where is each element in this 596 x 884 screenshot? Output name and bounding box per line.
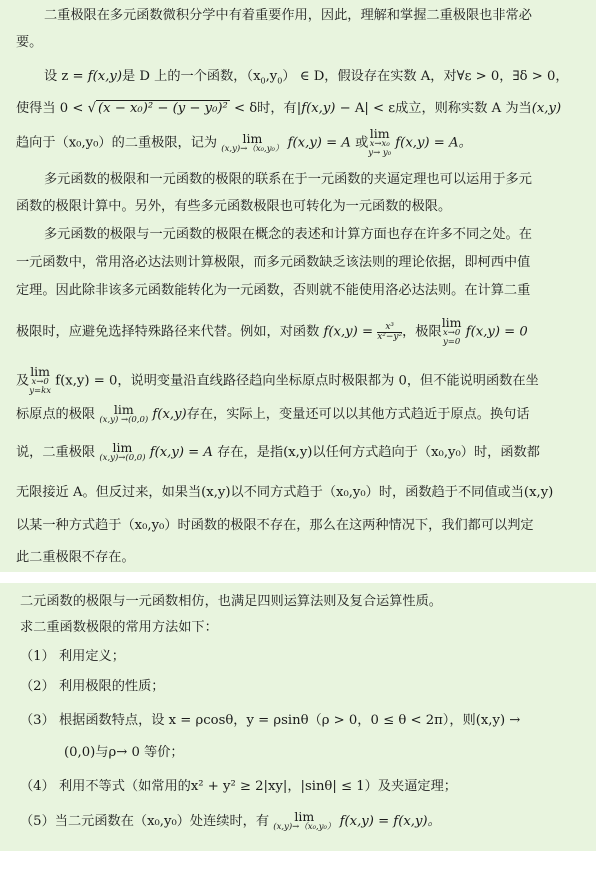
method-item: （3） 根据函数特点，设 x = ρcosθ，y = ρsinθ（ρ > 0，0 ≤ θ < 2π），则(x,y) →	[20, 713, 521, 728]
text-run: 说，二重极限	[16, 445, 100, 460]
text-run: 设 z =	[44, 69, 88, 84]
text-run: < δ时，有|	[229, 101, 302, 116]
method-item: （2） 利用极限的性质；	[20, 679, 165, 694]
subscript: 0	[277, 76, 283, 86]
paragraph-line: 要。	[16, 35, 43, 50]
limit-expression: f(x,y) = A	[283, 135, 351, 151]
text-run: 使得当 0 <	[16, 101, 88, 116]
text-run: 存在，是指(x,y)以任何方式趋向于（x₀,y₀）时，函数都	[212, 445, 540, 460]
limit-operator: lim (x,y)→（x₀,y₀）	[273, 809, 336, 832]
function-symbol: f(x,y) =	[323, 324, 378, 340]
section-divider	[0, 572, 596, 583]
methods-panel	[0, 583, 596, 851]
text-run: ） ∈ D，假设存在实数 A，对∀ε > 0，∃δ > 0，	[282, 69, 569, 84]
paragraph-line: 多元函数的极限和一元函数的极限的联系在于一元函数的夹逼定理也可以运用于多元	[44, 172, 532, 187]
example-line	[16, 366, 539, 396]
paragraph-line: 无限接近 A。但反过来，如果当(x,y)以不同方式趋于（x₀,y₀）时，函数趋于不同值或当(x,y)	[16, 485, 554, 500]
definition-line	[16, 100, 561, 118]
limit-expression: f(x,y) = A	[145, 445, 213, 460]
sqrt-expression: (x − x₀)² − (y − y₀)²	[97, 101, 228, 116]
text-run: 极限时，应避免选择特殊路径来代替。例如，对函数	[16, 324, 324, 340]
paragraph-line: 此二重极限不存在。	[16, 550, 135, 565]
fraction: $\frac{\text{x³}}{\text{x²−y²}}$	[377, 321, 403, 342]
limit-operator: lim (x,y)→（x₀,y₀）	[221, 130, 284, 154]
page-bottom-margin	[0, 851, 596, 884]
definition-line	[16, 128, 472, 158]
text-run: 及	[16, 373, 30, 389]
text-run: ，极限	[402, 324, 442, 340]
limit-expression: f(x,y) = f(x,y)。	[339, 814, 441, 829]
function-symbol: f(x,y)	[87, 69, 123, 84]
text-run: 是 D 上的一个函数，（x	[122, 69, 261, 84]
limit-expression: f(x,y) = 0	[461, 324, 528, 340]
method-item-continued: (0,0)与ρ→ 0 等价；	[64, 745, 184, 760]
method-item: （4） 利用不等式（如常用的x² + y² ≥ 2|xy|，|sinθ| ≤ 1）及夹逼定理；	[20, 779, 457, 794]
limit-operator: lim x→x₀ y→ y₀	[368, 126, 392, 158]
limit-operator: lim x→0 y=0	[441, 315, 462, 347]
definition-line	[44, 68, 569, 91]
text-run: − A| < ε成立，则称实数 A 为当	[335, 101, 532, 116]
example-line	[16, 404, 530, 425]
text-run: 趋向于（x₀,y₀）的二重极限，记为	[16, 135, 218, 151]
subscript: 0	[260, 76, 266, 86]
limit-operator: lim x→0 y=kx	[29, 364, 52, 396]
example-line	[16, 317, 528, 347]
sqrt-symbol: √	[87, 101, 96, 116]
text-run: ,y	[265, 69, 278, 84]
function-symbol: f(x,y)	[301, 101, 336, 116]
example-line	[16, 442, 540, 463]
paragraph-line: 以某一种方式趋于（x₀,y₀）时函数的极限不存在，那么在这两种情况下，我们都可以判定	[16, 518, 534, 533]
limit-operator: lim (x,y) →(0,0)	[99, 402, 149, 425]
text-run: 标原点的极限	[16, 407, 100, 422]
text-run: 存在，实际上，变量还可以以其他方式趋近于原点。换句话	[186, 407, 530, 422]
point-symbol: (x,y)	[531, 101, 562, 116]
paragraph-line: 函数的极限计算中。另外，有些多元函数极限也可转化为一元函数的极限。	[16, 199, 452, 214]
limit-expression: f(x,y)	[148, 407, 187, 422]
paragraph-line: 二重极限在多元函数微积分学中有着重要作用，因此，理解和掌握二重极限也非常必	[44, 8, 532, 23]
paragraph-line: 一元函数中，常用洛必达法则计算极限，而多元函数缺乏该法则的理论依据，即柯西中值	[16, 255, 531, 270]
paragraph-line: 多元函数的极限与一元函数的极限在概念的表述和计算方面也存在许多不同之处。在	[44, 227, 532, 242]
paragraph-line: 求二重函数极限的常用方法如下：	[20, 620, 218, 635]
method-item	[20, 811, 441, 832]
text-run: 或	[350, 135, 369, 151]
paragraph-line: 定理。因此除非该多元函数能转化为一元函数，否则就不能使用洛必达法则。在计算二重	[16, 283, 531, 298]
text-run: （5）当二元函数在（x₀,y₀）处连续时，有	[20, 814, 270, 829]
limit-operator: lim (x,y)→(0,0)	[99, 440, 146, 463]
paragraph-line: 二元函数的极限与一元函数相仿，也满足四则运算法则及复合运算性质。	[20, 594, 442, 609]
method-item: （1） 利用定义；	[20, 649, 125, 664]
text-run: f(x,y) = 0，说明变量沿直线路径趋向坐标原点时极限都为 0，但不能说明函数在坐	[51, 373, 539, 389]
limit-expression: f(x,y) = A。	[391, 135, 472, 151]
